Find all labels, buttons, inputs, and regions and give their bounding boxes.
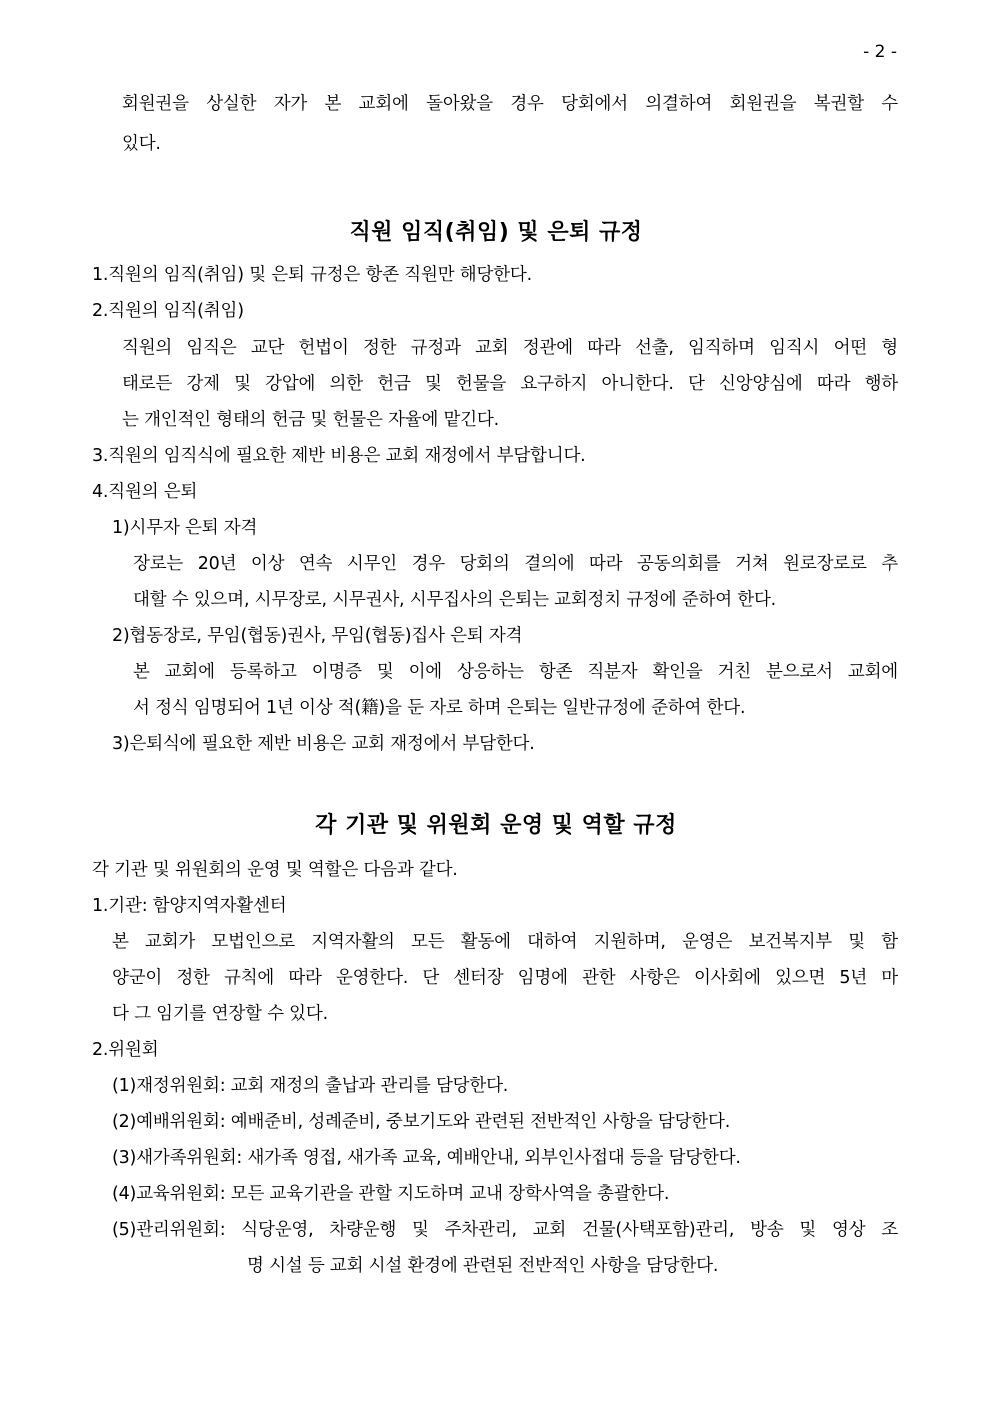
section1-item-4-sub-2-line-1: 본 교회에 등록하고 이명증 및 이에 상응하는 항존 직분자 확인을 거친 분으로서 교회에 xyxy=(133,662,898,682)
section2-item-1-line-3: 다 그 임기를 연장할 수 있다. xyxy=(112,1004,328,1024)
section2-item-2-heading: 2.위원회 xyxy=(92,1040,159,1060)
section2-item-1-line-1: 본 교회가 모법인으로 지역자활의 모든 활동에 대하여 지원하며, 운영은 보건복지부 및 함 xyxy=(112,932,898,952)
section1-item-3: 3.직원의 임직식에 필요한 제반 비용은 교회 재정에서 부담합니다. xyxy=(92,446,586,466)
section1-item-4-sub-1-line-1: 장로는 20년 이상 연속 시무인 경우 당회의 결의에 따라 공동의회를 거쳐 원로장로로 추 xyxy=(133,554,898,574)
section1-item-4-sub-2-heading: 2)협동장로, 무임(협동)권사, 무임(협동)집사 은퇴 자격 xyxy=(112,626,523,646)
committee-finance: (1)재정위원회: 교회 재정의 출납과 관리를 담당한다. xyxy=(112,1076,509,1096)
intro-line-2: 있다. xyxy=(122,134,161,154)
section2-item-1-line-2: 양군이 정한 규칙에 따라 운영한다. 단 센터장 임명에 관한 사항은 이사회에 있으면 5년 마 xyxy=(112,968,898,988)
section-title-retirement: 직원 임직(취임) 및 은퇴 규정 xyxy=(349,220,643,245)
page-number: - 2 - xyxy=(863,42,897,62)
committee-education: (4)교육위원회: 모든 교육기관을 관할 지도하며 교내 장학사역을 총괄한다. xyxy=(112,1184,670,1204)
section1-item-4-sub-2-line-2: 서 정식 임명되어 1년 이상 적(籍)을 둔 자로 하며 은퇴는 일반규정에 준하여 한다. xyxy=(133,698,746,718)
section2-item-1-heading: 1.기관: 함양지역자활센터 xyxy=(92,896,287,916)
section1-item-4-heading: 4.직원의 은퇴 xyxy=(92,482,198,502)
committee-management-line-2: 명 시설 등 교회 시설 환경에 관련된 전반적인 사항을 담당한다. xyxy=(247,1256,719,1276)
section1-item-4-sub-1-line-2: 대할 수 있으며, 시무장로, 시무권사, 시무집사의 은퇴는 교회정치 규정에 준하여 한다. xyxy=(133,590,777,610)
committee-management-line-1: (5)관리위원회: 식당운영, 차량운행 및 주차관리, 교회 건물(사택포함)관리, 방송 및 영상 조 xyxy=(112,1220,898,1240)
section2-intro: 각 기관 및 위원회의 운영 및 역할은 다음과 같다. xyxy=(92,860,458,880)
section1-item-2-line-2: 태로든 강제 및 강압에 의한 헌금 및 헌물을 요구하지 아니한다. 단 신앙양심에 따라 행하 xyxy=(122,374,898,394)
section1-item-4-sub-1-heading: 1)시무자 은퇴 자격 xyxy=(112,518,258,538)
committee-new-family: (3)새가족위원회: 새가족 영접, 새가족 교육, 예배안내, 외부인사접대 등을 담당한다. xyxy=(112,1148,741,1168)
section1-item-2-heading: 2.직원의 임직(취임) xyxy=(92,301,244,321)
intro-line-1: 회원권을 상실한 자가 본 교회에 돌아왔을 경우 당회에서 의결하여 회원권을 복권할 수 xyxy=(122,94,898,114)
section1-item-1: 1.직원의 임직(취임) 및 은퇴 규정은 항존 직원만 해당한다. xyxy=(92,265,532,285)
section-title-committees: 각 기관 및 위원회 운영 및 역할 규정 xyxy=(315,813,677,838)
committee-worship: (2)예배위원회: 예배준비, 성례준비, 중보기도와 관련된 전반적인 사항을 담당한다. xyxy=(112,1112,731,1132)
section1-item-2-line-3: 는 개인적인 형태의 헌금 및 헌물은 자율에 맡긴다. xyxy=(122,410,500,430)
section1-item-2-line-1: 직원의 임직은 교단 헌법이 정한 규정과 교회 정관에 따라 선출, 임직하며 임직시 어떤 형 xyxy=(122,338,898,358)
section1-item-4-sub-3: 3)은퇴식에 필요한 제반 비용은 교회 재정에서 부담한다. xyxy=(112,734,535,754)
